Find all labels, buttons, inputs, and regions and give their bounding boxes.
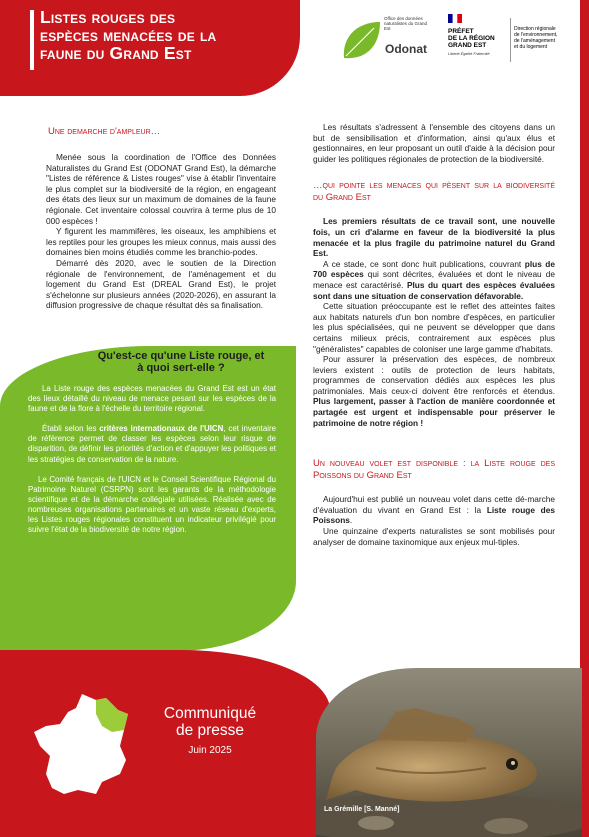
page-title (40, 8, 290, 62)
odonat-name: Odonat (385, 42, 427, 56)
definition-paragraph: La Liste rouge des espèces menacées du Grand Est est un état des lieux détaillé du niveau de menace pesant sur les espèces de la faune et de la flore à l'échelle du territoire régional. (28, 384, 276, 414)
text-run-bold: Plus du quart des espèces évaluées sont dans une situation de conservation défavorable. (313, 279, 555, 301)
title-line-1: Listes rouges des (40, 7, 176, 27)
paragraph: Une quinzaine d'experts naturalistes se sont mobilisés pour analyser de domaine taxinomique aux enjeux mul-tiples. (313, 526, 555, 547)
marianne-flag-icon (448, 14, 462, 23)
text-run: . (349, 515, 353, 526)
dreal-label (514, 26, 586, 50)
paragraph: Démarré dès 2020, avec le soutien de la Direction régionale de l'environnement, de l'aménagement et du logement du Grand Est (DREAL Grand Est), le projet s'échelonne sur plusieurs années (2020-2026), en assurant la diffusion progressive de chaque résultat dès sa finalisation. (46, 257, 276, 311)
text-run: Établi selon les (42, 424, 100, 434)
section-title-demarche: Une demarche d'ampleur… (48, 126, 161, 137)
press-title-line-1: Communiqué (163, 705, 257, 722)
text-run-bold: plus de 700 espèces (313, 258, 555, 280)
prefet-label (448, 28, 510, 49)
section-title-poissons: Un nouveau volet est disponible : la Liste rouge des Poissons du Grand Est (313, 458, 555, 482)
title-line-3: faune du Grand Est (40, 43, 192, 63)
text-run: Aujourd'hui est publié un nouveau volet dans cette dé-marche d'évaluation du vivant en Grand Est : la (313, 494, 555, 515)
dreal-line-4: et du logement (514, 44, 548, 50)
definition-paragraph (28, 424, 276, 464)
france-map-icon (30, 690, 140, 800)
paragraph: Menée sous la coordination de l'Office des Données Naturalistes du Grand Est (ODONAT Grand Est), la démarche "Listes de référence & Listes rouges" vise à établir l'inventaire le plus complet sur la biodiversité de la région, en engageant des états des lieux sur un maximum de domaines de la faune régionale. Cet inventaire colossal couvrira à terme plus de 10 000 espèces ! (46, 152, 276, 226)
section-title-menaces: …qui pointe les menaces qui pèsent sur la biodiversité du Grand Est (313, 180, 555, 204)
paragraph: Y figurent les mammifères, les oiseaux, les amphibiens et les reptiles pour les groupes les mieux connus, mais aussi des domaines bien moins étudiés comme les branchio-podes. (46, 226, 276, 258)
press-release-title (150, 705, 270, 739)
prefet-line-1: PRÉFET (448, 28, 474, 35)
republic-motto: Liberté Égalité Fraternité (448, 52, 490, 56)
prefet-line-3: GRAND EST (448, 42, 487, 49)
press-release-date: Juin 2025 (188, 745, 232, 756)
lead-paragraph: Les premiers résultats de ce travail sont, une nouvelle fois, un cri d'alarme en faveur de la biodiversité la plus menacée et la plus fragile du patrimoine naturel du Grand Est. (313, 216, 555, 259)
header-accent-bar (30, 10, 34, 70)
text-run: A ce stade, ce sont donc huit publications, couvrant (323, 258, 525, 269)
paragraph: Cette situation préoccupante est le reflet des atteintes faites aux habitats naturels d'un bon nombre d'espèces, en particulier les plus spécialisées, qui ne peuvent se développer que dans certains milieux précis, contrairement aux espèces plus "généralistes" capables de coloniser une large gamme d'habitats. (313, 301, 555, 354)
paragraph (313, 354, 555, 428)
text-run: qui sont décrites, évaluées et dont le niveau de menace est caractérisé. (313, 269, 555, 290)
title-line-2: espèces menacées de la (40, 25, 217, 45)
text-run: Pour assurer la préservation des espèces, de nombreux leviers existent : outils de protection de leurs habitats, programmes de conservation dédiés aux espèces les plus patrimoniales. Mais ceux-ci doivent être renforcés et étendus. (313, 354, 555, 396)
text-run-bold: critères internationaux de l'UICN (99, 424, 224, 434)
paragraph (313, 259, 555, 301)
definition-paragraph: Le Comité français de l'UICN et le Conseil Scientifique Régional du Patrimoine Naturel (CSRPN) sont les garants de la méthodologie scientifique et de la démarche collégiale utilisées. Réalisée avec de nombreuses organisations partenaires et un vaste réseau d'experts, les Listes rouges régionales constituent un indicateur privilégié pour suivre l'état de la biodiversité de notre région. (28, 474, 276, 535)
press-title-line-2: de presse (175, 722, 245, 739)
text-run: , cet inventaire de référence permet de classer les espèces selon leur risque de disparition, de définir les priorités d'action et d'appuyer les politiques et les stratégies de conservation de la nature. (28, 424, 276, 464)
dreal-line-1: Direction régionale (514, 26, 556, 32)
photo-caption: La Grémille [S. Manné] (324, 806, 400, 813)
text-run-bold: Liste rouge des Poissons (313, 504, 555, 526)
right-column (313, 122, 555, 547)
logo-divider (510, 18, 511, 62)
prefet-line-2: DE LA RÉGION (448, 35, 495, 42)
definition-box-title: Qu'est-ce qu'une Liste rouge, et à quoi sert-elle ? (97, 350, 265, 374)
dreal-line-3: de l'aménagement (514, 38, 555, 44)
left-column (46, 126, 276, 311)
dreal-line-2: de l'environnement, (514, 32, 558, 38)
leaf-logo-icon (338, 18, 384, 64)
odonat-subtitle: Office des données naturalistes du Grand Est (384, 16, 428, 31)
paragraph (313, 494, 555, 526)
definition-box-body (28, 384, 276, 535)
text-run-bold: Plus largement, passer à l'action de manière coordonnée et partagée est urgent et indispensable pour préserver le patrimoine de notre région ! (313, 396, 555, 428)
paragraph: Les résultats s'adressent à l'ensemble des citoyens dans un but de sensibilisation et d'information, ainsi qu'aux élus et gestionnaires, en leur proposant un outil d'aide à la décision pour guider les politiques régionales de protection de la biodiversité. (313, 122, 555, 164)
